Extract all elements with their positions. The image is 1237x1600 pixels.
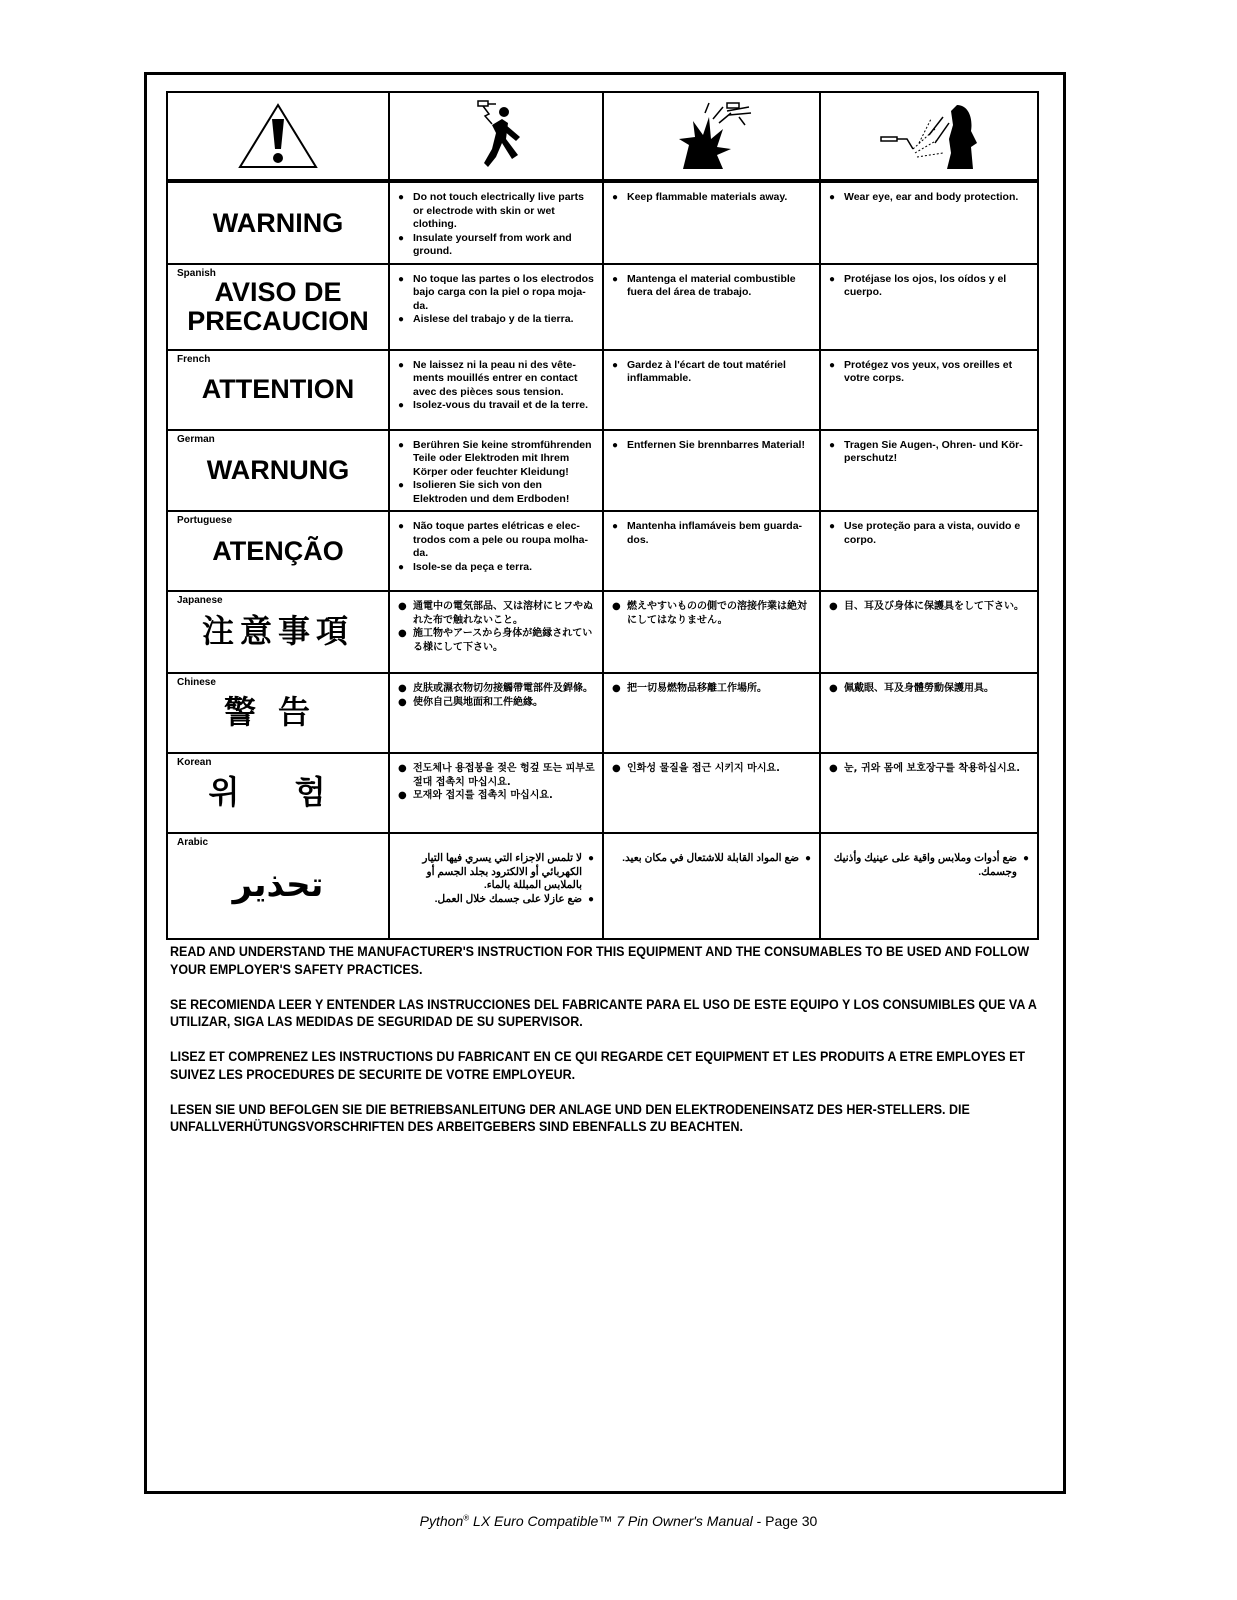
warning-row bbox=[167, 511, 1038, 591]
fire-instruction-cell bbox=[603, 350, 820, 430]
instruction-item: ● Tragen Sie Augen-, Ohren- und Kör-perschutz! bbox=[829, 439, 1031, 466]
instruction-item: ● Wear eye, ear and body protection. bbox=[829, 191, 1031, 205]
shock-instruction-list bbox=[390, 834, 602, 910]
warning-row bbox=[167, 591, 1038, 673]
instruction-item: ● 전도체나 용접봉을 젖은 헝겊 또는 피부로 절대 접촉치 마십시요. bbox=[398, 762, 596, 789]
language-cell bbox=[167, 264, 389, 350]
language-label: French bbox=[177, 353, 211, 365]
instruction-item: ● Isolieren Sie sich von den Elektroden und dem Erdboden! bbox=[398, 479, 596, 506]
note-german: LESEN SIE UND BEFOLGEN SIE DIE BETRIEBSANLEITUNG DER ANLAGE UND DEN ELEKTRODENEINSATZ DES HER-STELLERS. DIE UNFALLVERHÜTUNGSVORSCHRIFTEN DES ARBEITGEBERS SIND EBENFALLS ZU BEACHTEN. bbox=[170, 1101, 970, 1135]
instruction-item: ● Protégez vos yeux, vos oreilles et votre corps. bbox=[829, 359, 1031, 386]
fire-instruction-cell bbox=[603, 430, 820, 512]
instruction-item: ● 皮肤或濕衣物切勿接觸帶電部件及銲條。 bbox=[398, 682, 596, 696]
language-label: German bbox=[177, 433, 215, 445]
protect-instruction-list bbox=[821, 265, 1037, 304]
instruction-item: ● 目、耳及び身体に保護具をして下さい。 bbox=[829, 600, 1031, 614]
instruction-item: ● No toque las partes o los electrodos bajo carga con la piel o ropa moja-da. bbox=[398, 273, 596, 314]
fire-instruction-list bbox=[604, 754, 819, 780]
multilingual-warning-table bbox=[166, 91, 1039, 940]
instruction-item: ● 把一切易燃物品移離工作場所。 bbox=[612, 682, 813, 696]
fire-instruction-list bbox=[604, 183, 819, 209]
footer-page-number: - Page 30 bbox=[752, 1513, 818, 1529]
shock-instruction-list bbox=[390, 265, 602, 331]
footer-registered-mark: ® bbox=[463, 1513, 470, 1523]
protect-instruction-list bbox=[821, 834, 1037, 883]
warning-word: WARNING bbox=[212, 207, 344, 238]
protect-instruction-cell bbox=[820, 833, 1038, 939]
fire-instruction-list bbox=[604, 834, 819, 870]
warning-word: 위 험 bbox=[208, 773, 348, 812]
instruction-item: ● 모재와 접지를 접촉치 마십시요. bbox=[398, 789, 596, 803]
shock-instruction-cell bbox=[389, 264, 603, 350]
footer-manual-title: LX Euro Compatible™ 7 Pin Owner's Manual bbox=[469, 1513, 753, 1529]
protect-instruction-list bbox=[821, 592, 1037, 618]
warning-word: 警告 bbox=[223, 693, 332, 732]
warning-word: ATENÇÃO bbox=[212, 535, 344, 566]
eye-ear-protection-icon bbox=[873, 99, 985, 173]
instruction-item: ● Mantenga el material combustible fuera del área de trabajo. bbox=[612, 273, 813, 300]
instruction-item: ● Use proteção para a vista, ouvido e corpo. bbox=[829, 520, 1031, 547]
language-cell bbox=[167, 753, 389, 833]
note-french: LISEZ ET COMPRENEZ LES INSTRUCTIONS DU FABRICANT EN CE QUI REGARDE CET EQUIPMENT ET LES PRODUITS A ETRE EMPLOYES ET SUIVEZ LES PROCEDURES DE SECURITE DE VOTRE EMPLOYEUR. bbox=[170, 1049, 1026, 1083]
warning-word: تحذير bbox=[232, 865, 324, 906]
shock-instruction-cell bbox=[389, 673, 603, 753]
protect-instruction-cell bbox=[820, 350, 1038, 430]
fire-instruction-list bbox=[604, 512, 819, 551]
shock-instruction-list bbox=[390, 183, 602, 263]
language-cell bbox=[167, 430, 389, 512]
fire-instruction-cell bbox=[603, 511, 820, 591]
footer-product: Python bbox=[419, 1513, 464, 1529]
warning-row bbox=[167, 753, 1038, 833]
note-english: READ AND UNDERSTAND THE MANUFACTURER'S INSTRUCTION FOR THIS EQUIPMENT AND THE CONSUMABLES TO BE USED AND FOLLOW YOUR EMPLOYER'S SAFETY PRACTICES. bbox=[170, 944, 1030, 978]
language-cell bbox=[167, 591, 389, 673]
fire-instruction-cell bbox=[603, 264, 820, 350]
instruction-item: ● Protéjase los ojos, los oídos y el cuerpo. bbox=[829, 273, 1031, 300]
warning-row bbox=[167, 430, 1038, 512]
instruction-item: ● 施工物やアースから身体が絶縁されている様にして下さい。 bbox=[398, 627, 596, 654]
instruction-item: ● Aislese del trabajo y de la tierra. bbox=[398, 313, 596, 327]
shock-instruction-cell bbox=[389, 511, 603, 591]
instruction-item: ● 인화성 물질을 접근 시키지 마시요. bbox=[612, 762, 813, 776]
protect-instruction-cell bbox=[820, 511, 1038, 591]
instruction-item: ● ضع المواد القابلة للاشتعال في مكان بعيد. bbox=[610, 852, 811, 866]
fire-instruction-list bbox=[604, 265, 819, 304]
instruction-item: ● 눈, 귀와 몸에 보호장구를 착용하십시요. bbox=[829, 762, 1031, 776]
warning-row bbox=[167, 181, 1038, 264]
instruction-item: ● لا تلمس الاجزاء التي يسري فيها التيار الكهربائي أو الالكترود بجلد الجسم أو بالملابس المبللة بالماء. bbox=[396, 852, 594, 893]
language-label: Arabic bbox=[177, 837, 209, 848]
protect-instruction-cell bbox=[820, 753, 1038, 833]
warning-word: 注意事項 bbox=[201, 612, 354, 651]
protect-instruction-cell bbox=[820, 591, 1038, 673]
instruction-item: ● Isole-se da peça e terra. bbox=[398, 561, 596, 575]
shock-instruction-cell bbox=[389, 833, 603, 939]
protect-instruction-list bbox=[821, 512, 1037, 551]
language-cell bbox=[167, 181, 389, 264]
instruction-item: ● Berühren Sie keine stromführenden Teile oder Elektroden mit Ihrem Körper oder feuchter Kleidung! bbox=[398, 439, 596, 480]
fire-instruction-list bbox=[604, 674, 819, 700]
icon-cell-protection bbox=[820, 92, 1038, 181]
warning-row bbox=[167, 673, 1038, 753]
shock-instruction-list bbox=[390, 592, 602, 658]
warning-word: ATTENTION bbox=[201, 374, 355, 405]
instruction-item: ● ضع أدوات وملابس واقية على عينيك وأذنيك وجسمك. bbox=[827, 852, 1029, 879]
shock-instruction-list bbox=[390, 512, 602, 578]
instruction-item: ● 燃えやすいものの側での溶接作業は絶対にしてはなりません。 bbox=[612, 600, 813, 627]
protect-instruction-list bbox=[821, 431, 1037, 470]
shock-instruction-list bbox=[390, 754, 602, 807]
instruction-item: ● Entfernen Sie brennbarres Material! bbox=[612, 439, 813, 453]
instruction-item: ● Ne laissez ni la peau ni des vête-ments mouillés entrer en contact avec des pièces sous tension. bbox=[398, 359, 596, 400]
page-footer bbox=[0, 1513, 1237, 1529]
instruction-item: ● 通電中の電気部品、又は溶材にヒフやぬれた布で触れないこと。 bbox=[398, 600, 596, 627]
icon-cell-fire bbox=[603, 92, 820, 181]
fire-explosion-icon bbox=[669, 99, 755, 173]
fire-instruction-list bbox=[604, 351, 819, 390]
electric-shock-icon bbox=[456, 99, 536, 173]
warning-row bbox=[167, 264, 1038, 350]
warning-word: AVISO DE PRECAUCION bbox=[187, 277, 369, 336]
instruction-item: ● Insulate yourself from work and ground. bbox=[398, 232, 596, 259]
icon-cell-warning bbox=[167, 92, 389, 181]
instruction-item: ● Gardez à l'écart de tout matériel inflammable. bbox=[612, 359, 813, 386]
fire-instruction-cell bbox=[603, 753, 820, 833]
protect-instruction-cell bbox=[820, 673, 1038, 753]
shock-instruction-cell bbox=[389, 591, 603, 673]
language-label: Korean bbox=[177, 757, 212, 768]
shock-instruction-list bbox=[390, 351, 602, 417]
language-label: Japanese bbox=[177, 595, 223, 606]
warning-row bbox=[167, 350, 1038, 430]
protect-instruction-list bbox=[821, 183, 1037, 209]
note-spanish: SE RECOMIENDA LEER Y ENTENDER LAS INSTRUCCIONES DEL FABRICANTE PARA EL USO DE ESTE EQUIPO Y LOS CONSUMIBLES QUE VA A UTILIZAR, SIGA LAS MEDIDAS DE SEGURIDAD DE SU SUPERVISOR. bbox=[170, 996, 1037, 1030]
fire-instruction-cell bbox=[603, 833, 820, 939]
instruction-item: ● Não toque partes elétricas e elec-trodos com a pele ou roupa molha-da. bbox=[398, 520, 596, 561]
icon-cell-shock bbox=[389, 92, 603, 181]
shock-instruction-cell bbox=[389, 430, 603, 512]
fire-instruction-cell bbox=[603, 181, 820, 264]
instruction-item: ● Do not touch electrically live parts or electrode with skin or wet clothing. bbox=[398, 191, 596, 232]
warning-word: WARNUNG bbox=[206, 455, 350, 486]
language-cell bbox=[167, 833, 389, 939]
language-cell bbox=[167, 350, 389, 430]
fire-instruction-cell bbox=[603, 591, 820, 673]
instruction-item: ● Mantenha inflamáveis bem guarda-dos. bbox=[612, 520, 813, 547]
fire-instruction-cell bbox=[603, 673, 820, 753]
instruction-item: ● 使你自己與地面和工件絶緣。 bbox=[398, 696, 596, 710]
instruction-item: ● ضع عازلا على جسمك خلال العمل. bbox=[396, 893, 594, 907]
shock-instruction-list bbox=[390, 431, 602, 511]
language-cell bbox=[167, 673, 389, 753]
fire-instruction-list bbox=[604, 431, 819, 457]
instruction-item: ● 佩戴眼、耳及身體勞動保護用具。 bbox=[829, 682, 1031, 696]
language-label: Portuguese bbox=[177, 515, 233, 526]
safety-notes bbox=[170, 944, 1038, 1154]
instruction-item: ● Keep flammable materials away. bbox=[612, 191, 813, 205]
language-label: Chinese bbox=[177, 677, 216, 688]
shock-instruction-list bbox=[390, 674, 602, 713]
icon-row bbox=[167, 92, 1038, 181]
language-label: Spanish bbox=[177, 267, 216, 279]
protect-instruction-list bbox=[821, 754, 1037, 780]
instruction-item: ● Isolez-vous du travail et de la terre. bbox=[398, 399, 596, 413]
protect-instruction-cell bbox=[820, 430, 1038, 512]
warning-row bbox=[167, 833, 1038, 939]
shock-instruction-cell bbox=[389, 181, 603, 264]
protect-instruction-list bbox=[821, 351, 1037, 390]
protect-instruction-cell bbox=[820, 264, 1038, 350]
fire-instruction-list bbox=[604, 592, 819, 631]
shock-instruction-cell bbox=[389, 753, 603, 833]
language-cell bbox=[167, 511, 389, 591]
protect-instruction-list bbox=[821, 674, 1037, 700]
warning-triangle-icon bbox=[236, 101, 320, 171]
shock-instruction-cell bbox=[389, 350, 603, 430]
protect-instruction-cell bbox=[820, 181, 1038, 264]
